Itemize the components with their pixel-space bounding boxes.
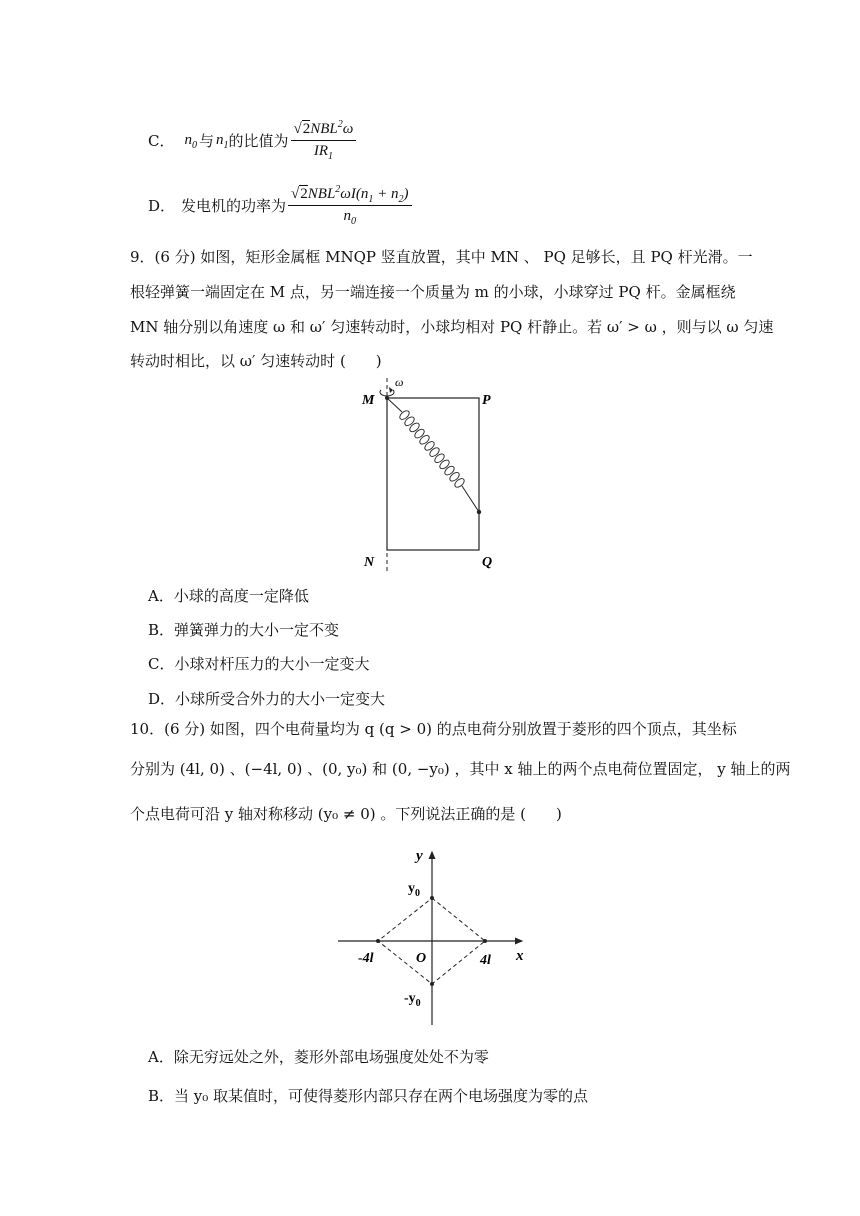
metal-frame (387, 398, 479, 550)
charge-right (483, 939, 487, 943)
fraction-ratio: $\frac{√2NBL^2\omega}{IR_1}$ (291, 121, 357, 160)
label-n: N (364, 555, 375, 570)
spring-coil (403, 415, 416, 427)
label-omega: ω (395, 375, 404, 389)
label-neg-4l: -4l (358, 951, 374, 966)
spring-coil (408, 421, 421, 433)
q9-stem-line-1: 9．(6 分) 如图，矩形金属框 MNQP 竖直放置，其中 MN 、 PQ 足够长，且 PQ 杆光滑。一 (130, 248, 753, 266)
label-p: P (482, 393, 491, 408)
q10-option-b: B．当 y₀ 取某值时，可使得菱形内部只存在两个电场强度为零的点 (148, 1087, 589, 1105)
label-q: Q (482, 555, 493, 570)
spring-coil (453, 477, 466, 489)
q8-option-d (148, 182, 414, 228)
spring-coil (423, 440, 436, 452)
q10-option-a: A．除无穷远处之外，菱形外部电场强度处处不为零 (148, 1048, 489, 1066)
q10-stem-line-2: 分别为 (4l, 0) 、(−4l, 0) 、(0, y₀) 和 (0, −y₀) ，其中 x 轴上的两个点电荷位置固定， y 轴上的两 (130, 760, 791, 778)
spring-coil (433, 452, 446, 464)
q10-stem-line-3: 个点电荷可沿 y 轴对称移动 (y₀ ≠ 0) 。下列说法正确的是 ( ) (130, 805, 562, 823)
label-y: y (416, 848, 423, 864)
rotation-arrowhead-icon (389, 387, 393, 393)
symbol-n1: $n_1$ (216, 131, 229, 151)
charge-top (430, 896, 434, 900)
charge-left (376, 939, 380, 943)
spring (387, 398, 479, 512)
point-m (385, 396, 389, 400)
spring-coil (413, 428, 426, 440)
spring-coil (428, 446, 441, 458)
text-and: 与 (198, 131, 214, 150)
q9-stem-line-3: MN 轴分别以角速度 ω 和 ω′ 匀速转动时，小球均相对 PQ 杆静止。若 ω′ > ω ，则与以 ω 匀速 (130, 318, 774, 336)
fraction-power: $\frac{√2NBL^2\omega I(n_1 + n_2)}{n_0}$ (288, 186, 411, 225)
spring-coil (443, 465, 456, 477)
spring-coil (448, 471, 461, 483)
q9-option-d: D．小球所受合外力的大小一定变大 (148, 690, 386, 708)
label-origin: O (416, 951, 427, 966)
q10-stem-line-1: 10．(6 分) 如图，四个电荷量均为 q (q > 0) 的点电荷分别放置于菱形的四个顶点，其坐标 (130, 720, 737, 738)
symbol-n0: $n_0$ (184, 131, 197, 151)
q9-option-c: C．小球对杆压力的大小一定变大 (148, 655, 370, 673)
q9-option-b: B．弹簧弹力的大小一定不变 (148, 621, 340, 639)
q9-stem-line-4: 转动时相比，以 ω′ 匀速转动时 ( ) (130, 352, 382, 370)
option-letter: C． (148, 131, 175, 150)
q10-figure-rhombus-charges (330, 842, 540, 1030)
q9-stem-line-2: 根轻弹簧一端固定在 M 点，另一端连接一个质量为 m 的小球，小球穿过 PQ 杆。金属框绕 (130, 283, 736, 301)
label-m: M (362, 393, 375, 408)
text-ratio: 的比值为 (228, 131, 289, 150)
label-y0: $y_0$ (408, 881, 420, 899)
spring-coil (418, 434, 431, 446)
q9-figure-rotating-frame (350, 372, 520, 577)
label-neg-y0: $-y_0$ (404, 991, 421, 1009)
charge-bottom (430, 982, 434, 986)
q9-option-a: A．小球的高度一定降低 (148, 587, 309, 605)
text-power: 发电机的功率为 (181, 196, 287, 215)
label-x: x (516, 948, 524, 964)
label-4l: 4l (480, 953, 491, 968)
option-letter: D． (148, 196, 176, 215)
spring-coil (438, 458, 451, 470)
q8-option-c (148, 118, 358, 162)
ball (477, 510, 481, 514)
